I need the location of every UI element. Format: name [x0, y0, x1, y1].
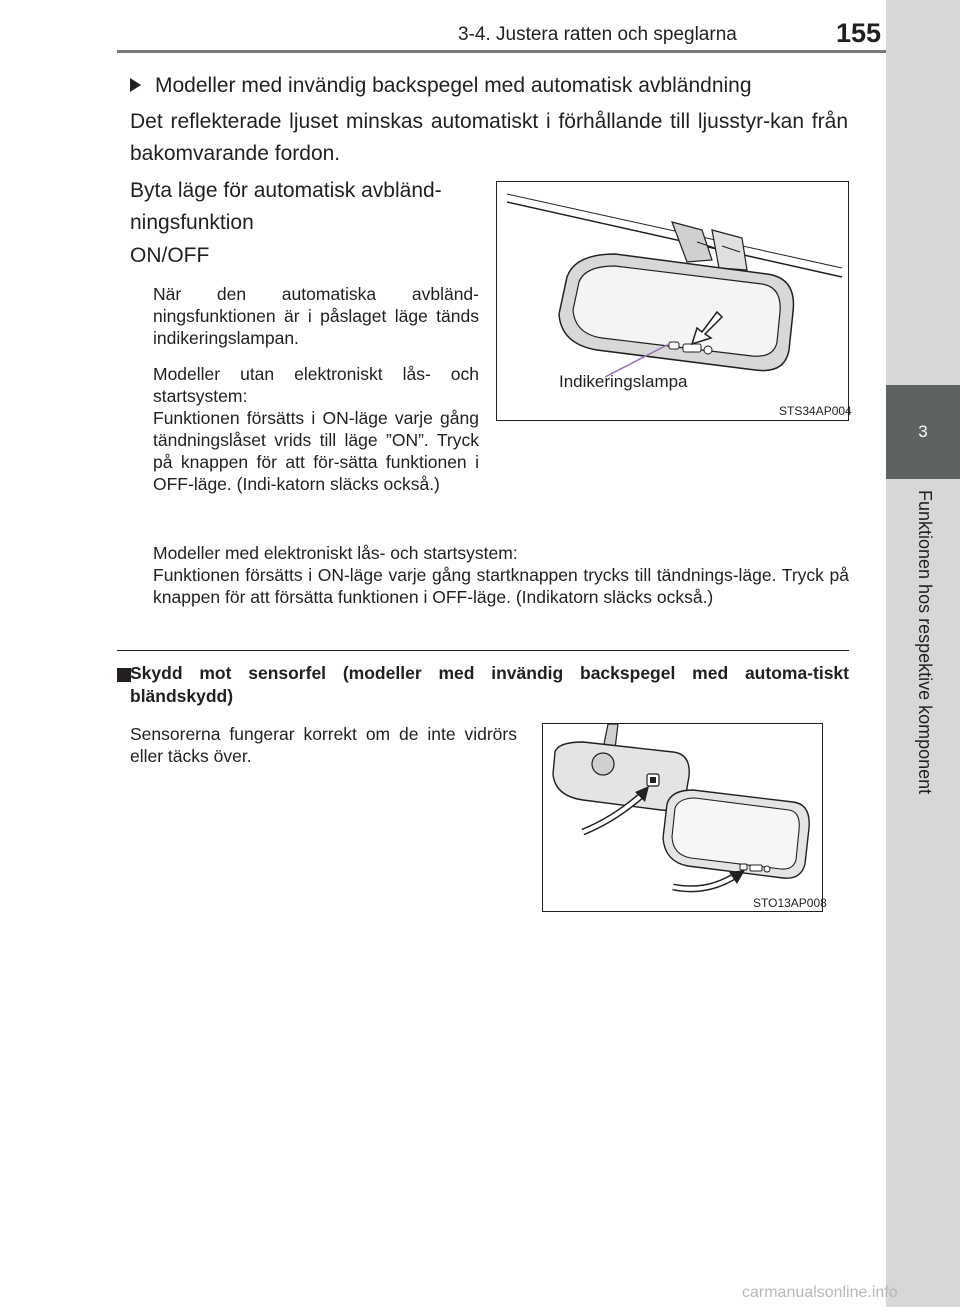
intro-paragraph: Det reflekterade ljuset minskas automatiskt i förhållande till ljusstyr-kan från bakomvarande fordon. [130, 110, 848, 165]
section2-text: Sensorerna fungerar korrekt om de inte vidrörs eller täcks över. [130, 724, 517, 766]
section2-heading: Skydd mot sensorfel (modeller med invändig backspegel med automa-tiskt bländskydd) [130, 663, 849, 706]
chapter-side-tab [886, 0, 960, 1307]
models-with-text: Funktionen försätts i ON-läge varje gång startknappen trycks till tändnings-läge. Tryck på knappen för att försätta funktionen i OFF-läge. (Indikatorn släcks också.) [153, 565, 849, 607]
sensor-illustration [543, 724, 822, 911]
on-off-label: ON/OFF [130, 244, 210, 267]
figure-mirror-sensors [542, 723, 827, 912]
chapter-number: 3 [918, 422, 928, 441]
figure2-code: STO13AP008 [753, 896, 827, 910]
models-with-heading: Modeller med elektroniskt lås- och startsystem: [153, 543, 518, 563]
chapter-title: Funktionen hos respektive komponent [915, 490, 935, 795]
indicator-note: När den automatiska avbländ-ningsfunktionen är i påslaget läge tänds indikeringslampan. [153, 284, 479, 348]
indicator-lamp-label: Indikeringslampa [559, 372, 688, 391]
page-number: 155 [836, 18, 882, 48]
figure1-code: STS34AP004 [779, 404, 852, 418]
chapter-title-vertical [900, 490, 946, 850]
switch-mode-heading: Byta läge för automatisk avbländ-ningsfunktion [130, 179, 442, 234]
bullet-heading: Modeller med invändig backspegel med automatisk avbländning [155, 74, 752, 97]
models-without-text: Funktionen försätts i ON-läge varje gång tändningslåset vrids till läge ”ON”. Tryck på knappen för att för-sätta funktionen i OFF-läge. (Indi-katorn släcks också.) [153, 408, 479, 494]
watermark-text: carmanualsonline.info [742, 1284, 898, 1301]
triangle-bullet-icon [130, 78, 141, 92]
header-rule [117, 50, 889, 53]
tab-light-top [886, 0, 960, 385]
section-title: 3-4. Justera ratten och speglarna [458, 24, 737, 45]
section-divider [117, 650, 849, 651]
models-without-heading: Modeller utan elektroniskt lås- och startsystem: [153, 364, 479, 406]
figure-auto-dimming-mirror [496, 181, 852, 421]
square-bullet-icon [117, 668, 131, 682]
